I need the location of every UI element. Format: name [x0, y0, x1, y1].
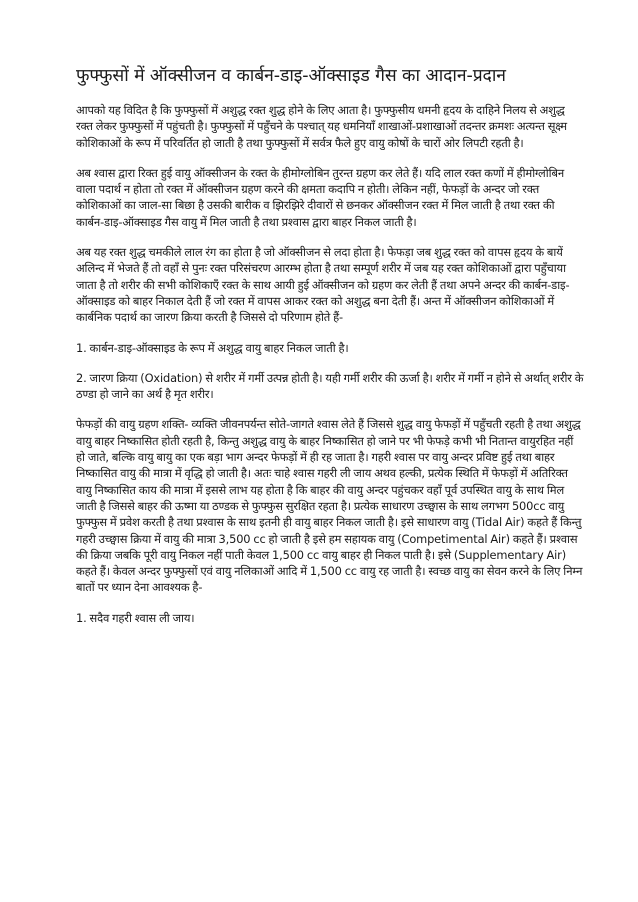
paragraph-blood-arrival: आपको यह विदित है कि फुफ्फुसों में अशुद्ध रक्त शुद्ध होने के लिए आता है। फुफ्फुसीय धमनी हृदय के दाहिने निलय से अशुद्ध रक्त लेकर फुफ्फुसों में पहुंचती है। फुफ्फुसों में पहुँचने के पश्चात् यह धमनियाँ शाखाओं-प्रशाखाओं तदन्तर क्रमशः अत्यन्त सूक्ष्म कोशिकाओं के रूप में परिवर्तित हो जाती है तथा फुफ्फुसों में सर्वत्र फैले हुए वायु कोषों के चारों ओर लिपटी रहती है।: [76, 103, 567, 150]
list-item-result-2: 2. जारण क्रिया (Oxidation) से शरीर में गर्मी उत्पन्न होती है। यही गर्मी शरीर की ऊर्जा है। शरीर में गर्मी न होने से अर्थात् शरीर के ठण्डा हो जाने का अर्थ है मृत शरीर।: [76, 370, 584, 402]
list-item-rule-1: 1. सदैव गहरी श्वास ली जाय।: [76, 610, 195, 625]
paragraph-oxygen-absorption: अब श्वास द्वारा रिक्त हुई वायु ऑक्सीजन के रक्त के हीमोग्लोबिन तुरन्त ग्रहण कर लेते हैं। यदि लाल रक्त कणों में हीमोग्लोबिन वाला पदार्थ न होता तो रक्त में ऑक्सीजन ग्रहण करने की क्षमता कदापि न होती। लेकिन नहीं, फेफड़ों के अन्दर जो रक्त कोशिकाओं का जाल-सा बिछा है उसकी बारीक व झिरझिरे दीवारों से छनकर ऑक्सीजन रक्त में मिल जाती है तथा रक्त की कार्बन-डाइ-ऑक्साइड गैस वायु में मिल जाती है तथा प्रश्वास द्वारा बाहर निकल जाती है।: [76, 165, 565, 229]
page-title: फुफ्फुसों में ऑक्सीजन व कार्बन-डाइ-ऑक्साइड गैस का आदान-प्रदान: [76, 66, 506, 86]
paragraph-lung-capacity: फेफड़ों की वायु ग्रहण शक्ति- व्यक्ति जीवनपर्यन्त सोते-जागते श्वास लेते हैं जिससे शुद्ध वायु फेफड़ों में पहुँचती रहती है तथा अशुद्ध वायु बाहर निष्कासित होती रहती है, किन्तु अशुद्ध वायु के बाहर निष्कासित हो जाने पर भी फेफड़े कभी भी नितान्त वायुरहित नहीं हो जाते, बल्कि वायु बायु का एक बड़ा भाग अन्दर फेफड़ों में ही रह जाता है। गहरी श्वास पर वायु अन्दर प्रविष्ट हुई तथा बाहर निष्कासित वायु की मात्रा में वृद्धि हो जाती है। अतः चाहे श्वास गहरी ली जाय अथव हल्की, प्रत्येक स्थिति में फेफड़ों में अतिरिक्त वायु निष्कासित काय की मात्रा में इससे लाभ यह होता है कि बाहर की वायु अन्दर पहुंचकर वहाँ पूर्व उपस्थित वायु के साथ मिल जाती है जिससे बाहर की ऊष्मा या ठण्डक से फुफ्फुस सुरक्षित रहता है। प्रत्येक साधारण उच्छ्वास के साथ लगभग 500cc वायु फुफ्फुस में प्रवेश करती है तथा प्रश्वास के साथ इतनी ही वायु बाहर निकल जाती है। इसे साधारण वायु (Tidal Air) कहते हैं किन्तु गहरी उच्छ्वास क्रिया में वायु की मात्रा 3,500 cc हो जाती है इसे हम सहायक वायु (Competimental Air) कहते हैं। प्रश्वास की क्रिया जबकि पूरी वायु निकल नहीं पाती केवल 1,500 cc वायु बाहर ही निकल पाती है। इसे (Supplementary Air) कहते हैं। केवल अन्दर फुफ्फुसों एवं वायु नलिकाओं आदि में 1,500 cc वायु रह जाती है। स्वच्छ वायु का सेवन करने के लिए निम्न बातों पर ध्यान देना आवश्यक है-: [76, 417, 583, 595]
list-item-result-1: 1. कार्बन-डाइ-ऑक्साइड के रूप में अशुद्ध वायु बाहर निकल जाती है।: [76, 340, 349, 355]
paragraph-pure-blood: अब यह रक्त शुद्ध चमकीले लाल रंग का होता है जो ऑक्सीजन से लदा होता है। फेफड़ा जब शुद्ध रक्त को वापस हृदय के बायें अलिन्द में भेजते हैं तो वहाँ से पुनः रक्त परिसंचरण आरम्भ होता है तथा सम्पूर्ण शरीर में जब यह रक्त कोशिकाओं द्वारा पहुँचाया जाता है तो शरीर की सभी कोशिकाएँ रक्त के साथ आयी हुई ऑक्सीजन को ग्रहण कर लेती हैं तथा अपने अन्दर की कार्बन-डाइ-ऑक्साइड को बाहर निकाल देती हैं जो रक्त में वापस आकर रक्त को अशुद्ध बना देती हैं। अन्त में ऑक्सीजन कोशिकाओं में कार्बनिक पदार्थ का जारण क्रिया करती है जिससे दो परिणाम होते हैं-: [76, 245, 570, 325]
